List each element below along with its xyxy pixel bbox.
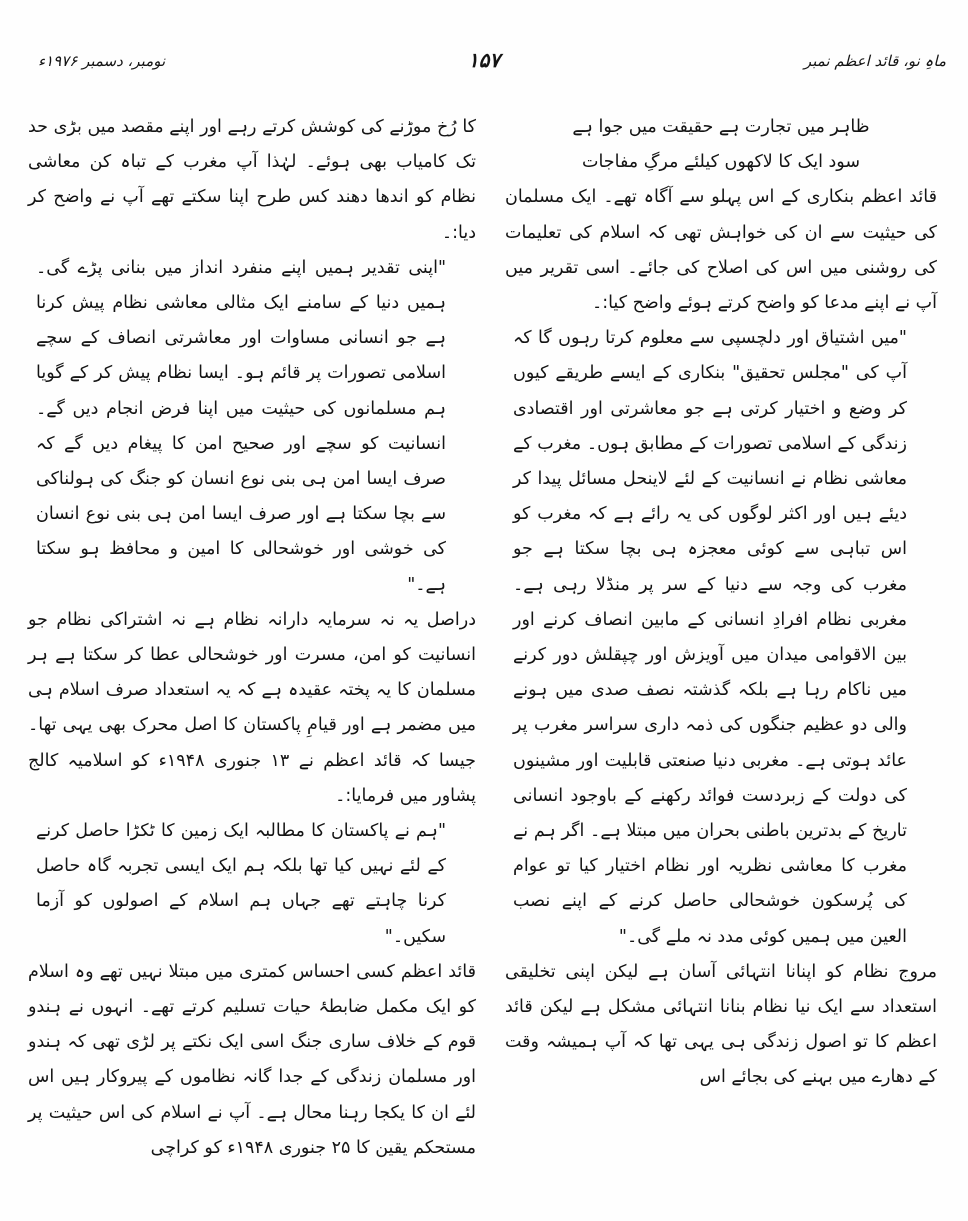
header-issue-date: نومبر، دسمبر ۱۹۷۶ء bbox=[38, 52, 166, 70]
right-column bbox=[505, 110, 937, 1096]
page-number: ۱۵۷ bbox=[467, 48, 501, 72]
paragraph-closing: قائد اعظم کسی احساس کمتری میں مبتلا نہیں تھے وہ اسلام کو ایک مکمل ضابطۂ حیات تسلیم کرتے تھے۔ انہوں نے ہندو قوم کے خلاف ساری جنگ اسی ایک نکتے پر لڑی تھی کہ ہندو اور مسلمان زندگی کے جدا گانہ نظاموں کے پیروکار ہیں اس لئے ان کا یکجا رہنا محال ہے۔ آپ نے اسلام کی اس حیثیت پر مستحکم یقین کا ۲۵ جنوری ۱۹۴۸ء کو کراچی bbox=[28, 961, 476, 1158]
header-journal-title: ماہِ نو، قائد اعظم نمبر bbox=[803, 52, 946, 70]
paragraph-closing: مروج نظام کو اپنانا انتہائی آسان ہے لیکن اپنی تخلیقی استعداد سے ایک نیا نظام بنانا انتہائی مشکل ہے لیکن قائد اعظم کا تو اصول زندگی ہی یہی تھا کہ آپ ہمیشہ وقت کے دھارے میں بہنے کی بجائے اس bbox=[505, 961, 937, 1088]
left-column bbox=[28, 110, 476, 1166]
quaid-quote-peshawar: "ہم نے پاکستان کا مطالبہ ایک زمین کا ٹکڑا حاصل کرنے کے لئے نہیں کیا تھا بلکہ ہم ایک ایسی تجربہ گاہ حاصل کرنا چاہتے تھے جہاں ہم اسلام کے اصولوں کو آزما سکیں۔" bbox=[36, 821, 446, 947]
quaid-quote-banking: "میں اشتیاق اور دلچسپی سے معلوم کرتا رہوں گا کہ آپ کی "مجلس تحقیق" بنکاری کے ایسے طریقے کیوں کر وضع و اختیار کرتی ہے جو معاشرتی اور اقتصادی زندگی کے اسلامی تصورات کے مطابق ہوں۔ مغرب کے معاشی نظام نے انسانیت کے لئے لاینحل مسائل پیدا کر دیئے ہیں اور اکثر لوگوں کی یہ رائے ہے کہ مغرب کو اس تباہی سے کوئی معجزہ ہی بچا سکتا ہے جو مغرب کی وجہ سے دنیا کے سر پر منڈلا رہی ہے۔ مغربی نظام افرادِ انسانی کے مابین انصاف کرنے اور بین الاقوامی میدان میں آویزش اور چپقلش دور کرنے میں ناکام رہا ہے بلکہ گذشتہ نصف صدی میں ہونے والی دو عظیم جنگوں کی ذمہ داری سراسر مغرب پر عائد ہوتی ہے۔ مغربی دنیا صنعتی قابلیت اور مشینوں کی دولت کے زبردست فوائد رکھنے کے باوجود انسانی تاریخ کے بدترین باطنی بحران میں مبتلا ہے۔ اگر ہم نے مغرب کا معاشی نظریہ اور نظام اختیار کیا تو عوام کی پُرسکون خوشحالی حاصل کرنے کے اپنے نصب العین میں ہمیں کوئی مدد نہ ملے گی۔" bbox=[513, 328, 907, 947]
paragraph-continuation: کا رُخ موڑنے کی کوشش کرتے رہے اور اپنے مقصد میں بڑی حد تک کامیاب بھی ہوئے۔ لہٰذا آپ مغرب کے تباہ کن معاشی نظام کو اندھا دھند کس طرح اپنا سکتے تھے آپ نے واضح کر دیا:۔ bbox=[28, 117, 476, 243]
paragraph-intro: قائد اعظم بنکاری کے اس پہلو سے آگاہ تھے۔ ایک مسلمان کی حیثیت سے ان کی خواہش تھی کہ اسلام کی تعلیمات کی روشنی میں اس کی اصلاح کی جائے۔ اسی تقریر میں آپ نے اپنے مدعا کو واضح کرتے ہوئے واضح کیا:۔ bbox=[505, 187, 937, 314]
paragraph-middle: دراصل یہ نہ سرمایہ دارانہ نظام ہے نہ اشتراکی نظام جو انسانیت کو امن، مسرت اور خوشحالی عطا کر سکتا ہے ہر مسلمان کا یہ پختہ عقیدہ ہے کہ یہ استعداد صرف اسلام ہی میں مضمر ہے اور قیامِ پاکستان کا اصل محرک بھی یہی تھا۔ جیسا کہ قائد اعظم نے ۱۳ جنوری ۱۹۴۸ء کو اسلامیہ کالج پشاور میں فرمایا:۔ bbox=[28, 609, 476, 806]
quaid-quote-economic-system: "اپنی تقدیر ہمیں اپنے منفرد انداز میں بنانی پڑے گی۔ ہمیں دنیا کے سامنے ایک مثالی معاشی نظام پیش کرنا ہے جو انسانی مساوات اور معاشرتی انصاف کے سچے اسلامی تصورات پر قائم ہو۔ ایسا نظام پیش کر کے گویا ہم مسلمانوں کی حیثیت میں اپنا فرض انجام دیں گے۔ انسانیت کو سچے اور صحیح امن کا پیغام دیں گے کہ صرف ایسا امن ہی بنی نوع انسان کو جنگ کی ہولناکی سے بچا سکتا ہے اور صرف ایسا امن ہی بنی نوع انسان کی خوشی اور خوشحالی کا امین و محافظ ہو سکتا ہے۔" bbox=[36, 257, 446, 595]
poetry-verse: ظاہر میں تجارت ہے حقیقت میں جوا ہے سود ایک کا لاکھوں کیلئے مرگِ مفاجات bbox=[572, 117, 870, 173]
